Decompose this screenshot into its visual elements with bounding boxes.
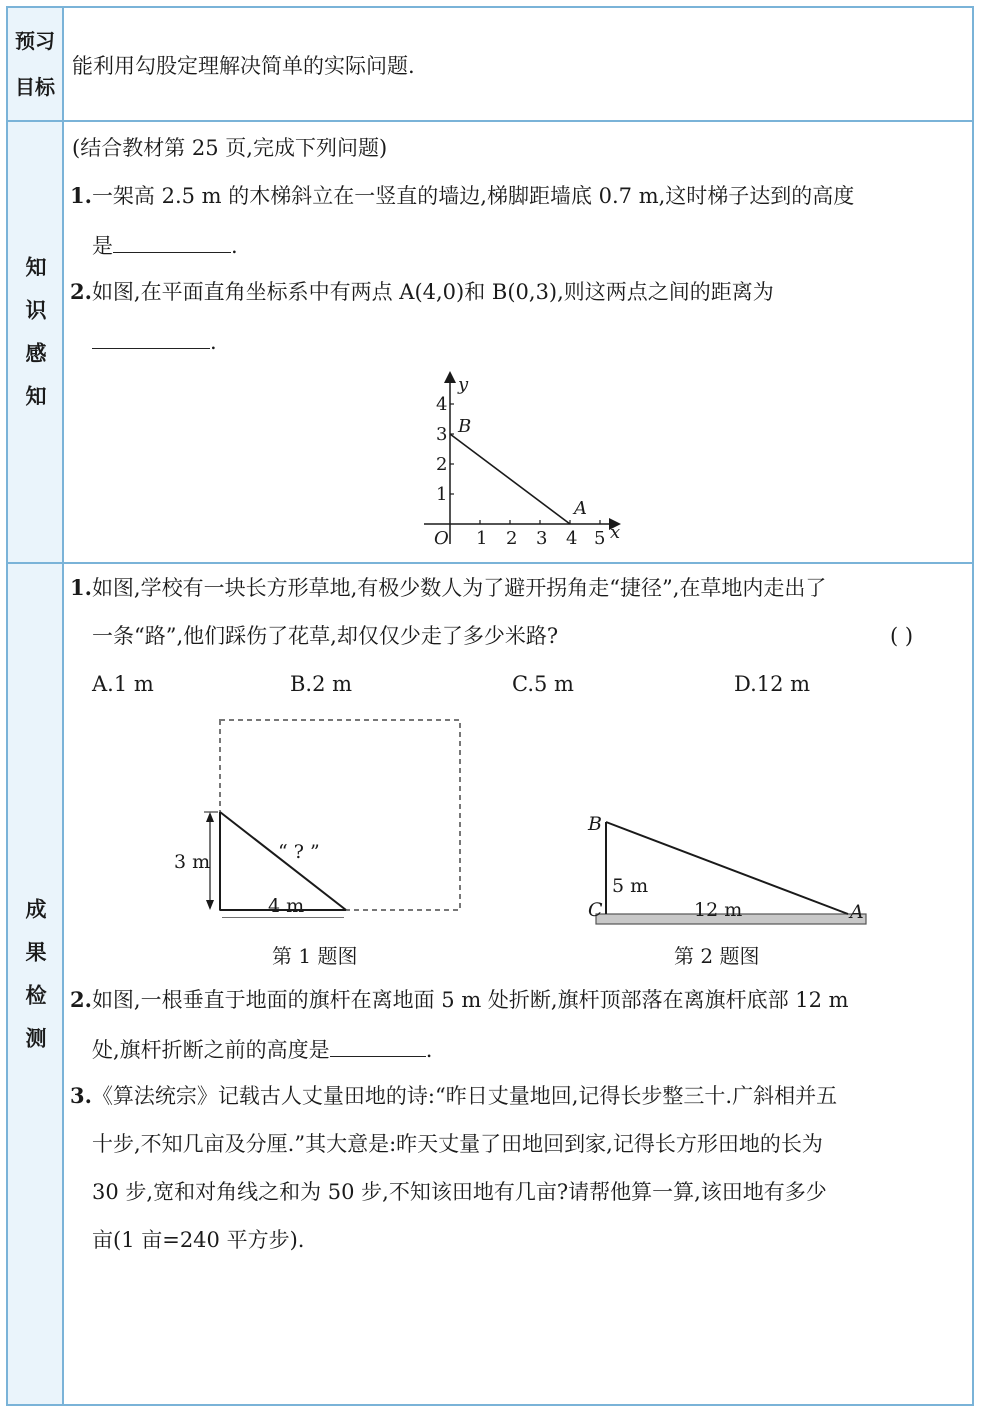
x-tick-3: 3 [536,528,548,548]
a-q1-line1: 如图,学校有一块长方形草地,有极少数人为了避开拐角走“捷径”,在草地内走出了 [91,576,827,600]
k-question-2 [70,280,774,304]
worksheet-frame [6,6,974,1406]
x-axis-label: x [610,522,621,543]
figure-2-flagpole [582,806,872,930]
a-q3-line1: 《算法统宗》记载古人丈量田地的诗:“昨日丈量地回,记得长步整三十.广斜相并五 [91,1084,838,1108]
a-question-2-cont [92,1036,432,1062]
y-axis-label: y [458,374,469,395]
x-tick-4: 4 [566,528,578,548]
section-divider [8,562,972,564]
fig2-label-c: C [588,899,603,921]
a-q2-line1: 如图,一根垂直于地面的旗杆在离地面 5 m 处折断,旗杆顶部落在离旗杆底部 12 m [91,988,849,1012]
origin-label: O [434,528,449,548]
y-tick-3: 3 [436,424,448,445]
a-q2-end: . [425,1038,433,1062]
sidebar-preview-goal [8,8,64,120]
a-q3-line3: 30 步,宽和对角线之和为 50 步,不知该田地有几亩?请帮他算一算,该田地有多少 [92,1180,827,1204]
x-tick-5: 5 [594,528,606,548]
sidebar-assessment [8,564,64,1404]
fig2-label-b: B [588,813,602,835]
a-q3-number: 3. [70,1083,92,1108]
x-tick-1: 1 [476,528,488,548]
k-q1-end: . [231,234,238,258]
a-q1-line2: 一条“路”,他们踩伤了花草,却仅仅少走了多少米路? [92,624,559,648]
segment-ab [450,434,570,524]
option-b[interactable]: B.2 m [290,672,353,696]
a-question-2 [70,988,849,1012]
y-tick-2: 2 [436,454,448,475]
k-q2-end: . [210,330,217,354]
option-a[interactable]: A.1 m [92,672,154,696]
k-q1-answer-blank[interactable] [113,232,231,253]
k-q2-answer-blank[interactable] [92,328,210,349]
coordinate-graph [414,366,634,548]
goal-text: 能利用勾股定理解决简单的实际问题. [72,54,415,78]
fig2-side-v: 5 m [612,875,649,897]
lawn-rectangle [220,720,460,910]
k-q1-line1: 一架高 2.5 m 的木梯斜立在一竖直的墙边,梯脚距墙底 0.7 m,这时梯子达到的高度 [91,184,855,208]
k-q2-number: 2. [70,279,92,304]
section-divider [8,120,972,122]
k-question-1-cont [92,232,238,258]
a-q1-answer-paren[interactable]: ( ) [890,624,914,648]
fig1-side-v: 3 m [174,851,211,873]
sidebar-knowledge [8,122,64,562]
a-q2-number: 2. [70,987,92,1012]
option-d[interactable]: D.12 m [734,672,811,696]
point-a-label: A [574,498,587,519]
y-tick-4: 4 [436,394,448,415]
a-q1-number: 1. [70,575,92,600]
k-question-2-cont [92,328,217,354]
a-q3-line4: 亩(1 亩=240 平方步). [92,1228,305,1252]
sidebar-label-goal-2: 目标 [15,75,55,99]
k-q2-line1: 如图,在平面直角坐标系中有两点 A(4,0)和 B(0,3),则这两点之间的距离为 [91,280,774,304]
fig2-label-a: A [850,901,864,923]
fig1-caption: 第 1 题图 [272,944,358,968]
a-q3-line2: 十步,不知几亩及分厘.”其大意是:昨天丈量了田地回到家,记得长方形田地的长为 [92,1132,823,1156]
k-q1-line2: 是 [92,234,113,258]
option-c[interactable]: C.5 m [512,672,574,696]
y-tick-1: 1 [436,484,448,505]
point-b-label: B [458,416,472,437]
k-question-1 [70,184,854,208]
intro-text: (结合教材第 25 页,完成下列问题) [72,136,388,160]
sidebar-label-goal-1: 预习 [15,29,55,53]
a-question-3 [70,1084,837,1108]
sidebar-label-assessment: 成果检测 [23,898,47,1070]
fig1-side-h: 4 m [268,895,305,917]
x-tick-2: 2 [506,528,518,548]
fig1-hyp: “ ? ” [278,841,320,863]
k-q1-number: 1. [70,183,92,208]
a-q2-line2: 处,旗杆折断之前的高度是 [92,1038,330,1062]
sidebar-label-knowledge: 知识感知 [23,256,47,428]
figure-1-lawn [170,712,470,918]
a-question-1 [70,576,826,600]
a-q2-answer-blank[interactable] [330,1036,426,1057]
fig2-side-h: 12 m [694,899,743,921]
fig2-caption: 第 2 题图 [674,944,760,968]
